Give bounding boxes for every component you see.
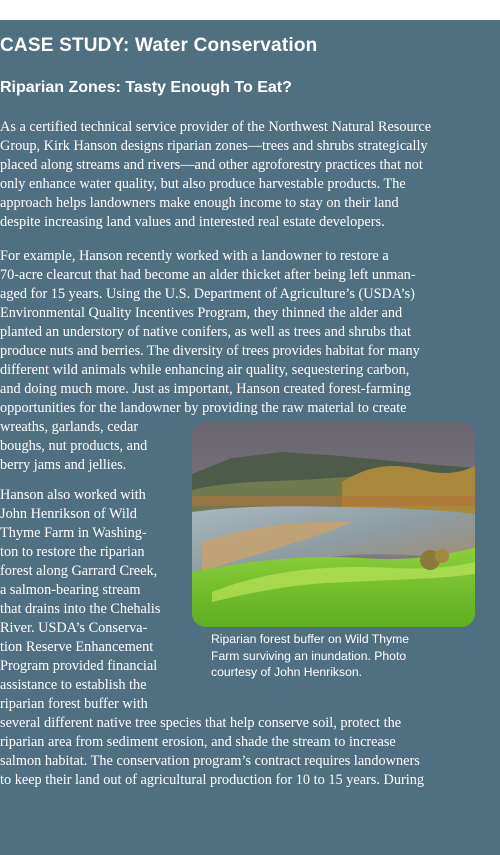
text-line: only enhance water quality, but also produce harvestable products. The	[0, 176, 406, 192]
paragraph-1	[0, 118, 431, 232]
text-line: placed along streams and rivers—and other agroforestry practices that not	[0, 157, 423, 173]
case-study-panel	[0, 20, 500, 855]
text-line: forest along Garrard Creek,	[0, 563, 158, 579]
text-line: Hanson also worked with	[0, 487, 146, 503]
text-line: different wild animals while enhancing air quality, sequestering carbon,	[0, 362, 410, 378]
text-line: and doing much more. Just as important, Hanson created forest-farming	[0, 381, 411, 397]
text-line: Program provided financial	[0, 658, 158, 674]
text-line: John Henrikson of Wild	[0, 506, 137, 522]
text-line: River. USDA’s Conserva-	[0, 620, 148, 636]
text-line: boughs, nut products, and	[0, 438, 148, 454]
text-line: ton to restore the riparian	[0, 544, 145, 560]
text-line: opportunities for the landowner by providing the raw material to create	[0, 400, 407, 416]
text-line: riparian area from sediment erosion, and shade the stream to increase	[0, 734, 396, 750]
text-line: several different native tree species that help conserve soil, protect the	[0, 715, 402, 731]
text-line: to keep their land out of agricultural production for 10 to 15 years. During	[0, 772, 425, 788]
text-line: salmon habitat. The conservation program’s contract requires landowners	[0, 753, 420, 769]
text-line: aged for 15 years. Using the U.S. Department of Agriculture’s (USDA’s)	[0, 286, 415, 302]
photo-caption	[211, 631, 409, 681]
caption-line: courtesy of John Henrikson.	[211, 665, 363, 679]
section-title: CASE STUDY: Water Conservation	[0, 35, 318, 56]
article-title: Riparian Zones: Tasty Enough To Eat?	[0, 79, 292, 96]
text-line: Environmental Quality Incentives Program, they thinned the alder and	[0, 305, 403, 321]
text-line: despite increasing land values and interested real estate developers.	[0, 214, 385, 230]
text-line: approach helps landowners make enough income to stay on their land	[0, 195, 399, 211]
text-line: a salmon-bearing stream	[0, 582, 141, 598]
text-line: produce nuts and berries. The diversity of trees provides habitat for many	[0, 343, 420, 359]
text-line: 70-acre clearcut that had become an alder thicket after being left unman-	[0, 267, 416, 283]
text-line: tion Reserve Enhancement	[0, 639, 154, 655]
text-line: that drains into the Chehalis	[0, 601, 161, 617]
text-line: planted an understory of native conifers, as well as trees and shrubs that	[0, 324, 411, 340]
text-line: wreaths, garlands, cedar	[0, 419, 139, 435]
text-line: As a certified technical service provider of the Northwest Natural Resource	[0, 119, 432, 135]
caption-line: Riparian forest buffer on Wild Thyme	[211, 632, 410, 646]
caption-line: Farm surviving an inundation. Photo	[211, 648, 407, 663]
riparian-buffer-photo	[192, 422, 475, 627]
text-line: For example, Hanson recently worked with a landowner to restore a	[0, 248, 389, 264]
text-line: riparian forest buffer with	[0, 696, 148, 712]
text-line: berry jams and jellies.	[0, 457, 127, 473]
text-line: Thyme Farm in Washing-	[0, 525, 147, 541]
text-line: assistance to establish the	[0, 677, 147, 693]
text-line: Group, Kirk Hanson designs riparian zones—trees and shrubs strategically	[0, 138, 428, 154]
